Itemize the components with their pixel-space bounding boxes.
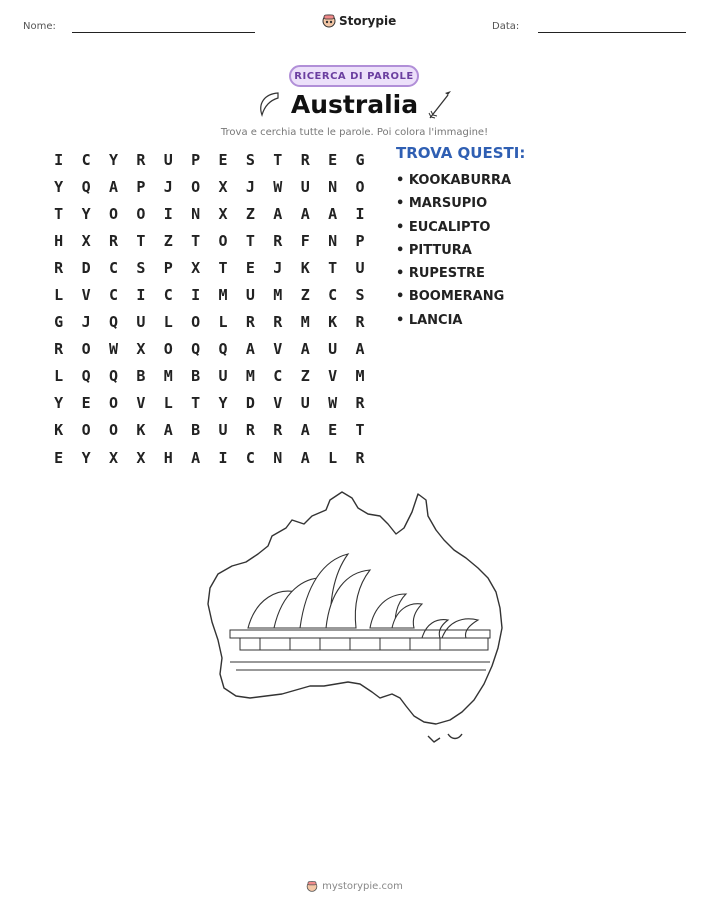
grid-cell[interactable]: T xyxy=(355,421,365,440)
grid-cell[interactable]: R xyxy=(355,394,365,413)
grid-cell[interactable]: Q xyxy=(81,177,91,196)
grid-cell[interactable]: N xyxy=(273,448,283,467)
grid-cell[interactable]: V xyxy=(273,394,283,413)
grid-cell[interactable]: T xyxy=(136,231,146,250)
grid-cell[interactable]: V xyxy=(273,340,283,359)
grid-cell[interactable]: O xyxy=(218,231,228,250)
australia-opera-house-illustration[interactable] xyxy=(200,488,510,778)
grid-cell[interactable]: H xyxy=(163,448,173,467)
grid-cell[interactable]: I xyxy=(163,204,173,223)
grid-cell[interactable]: U xyxy=(328,340,338,359)
word-item: • MARSUPIO xyxy=(396,196,488,212)
grid-cell[interactable]: I xyxy=(136,286,146,305)
grid-cell[interactable]: P xyxy=(191,150,201,169)
name-line[interactable] xyxy=(72,32,255,33)
grid-cell[interactable]: Y xyxy=(54,394,64,413)
grid-cell[interactable]: U xyxy=(163,150,173,169)
grid-cell[interactable]: O xyxy=(355,177,365,196)
grid-cell[interactable]: I xyxy=(355,204,365,223)
grid-cell[interactable]: P xyxy=(355,231,365,250)
grid-cell[interactable]: Y xyxy=(81,448,91,467)
grid-cell[interactable]: C xyxy=(108,286,118,305)
grid-cell[interactable]: N xyxy=(328,177,338,196)
grid-cell[interactable]: R xyxy=(355,313,365,332)
grid-cell[interactable]: E xyxy=(218,150,228,169)
brand-logo xyxy=(322,13,396,29)
grid-cell[interactable]: E xyxy=(328,150,338,169)
grid-cell[interactable]: V xyxy=(81,286,91,305)
grid-cell[interactable]: M xyxy=(245,367,255,386)
grid-cell[interactable]: D xyxy=(245,394,255,413)
grid-cell[interactable]: A xyxy=(163,421,173,440)
grid-cell[interactable]: M xyxy=(355,367,365,386)
date-line[interactable] xyxy=(538,32,686,33)
grid-cell[interactable]: R xyxy=(300,150,310,169)
grid-cell[interactable]: X xyxy=(108,448,118,467)
grid-cell[interactable]: L xyxy=(163,313,173,332)
words-heading: TROVA QUESTI: xyxy=(396,144,526,162)
grid-cell[interactable]: O xyxy=(108,394,118,413)
grid-cell[interactable]: J xyxy=(163,177,173,196)
word-item: • EUCALIPTO xyxy=(396,219,491,235)
grid-cell[interactable]: R xyxy=(273,231,283,250)
grid-cell[interactable]: M xyxy=(300,313,310,332)
grid-cell[interactable]: T xyxy=(218,258,228,277)
grid-cell[interactable]: B xyxy=(191,367,201,386)
grid-cell[interactable]: O xyxy=(163,340,173,359)
grid-cell[interactable]: R xyxy=(273,421,283,440)
grid-cell[interactable]: J xyxy=(245,177,255,196)
grid-cell[interactable]: U xyxy=(300,394,310,413)
grid-cell[interactable]: E xyxy=(54,448,64,467)
grid-cell[interactable]: M xyxy=(273,286,283,305)
grid-cell[interactable]: U xyxy=(300,177,310,196)
grid-cell[interactable]: U xyxy=(218,421,228,440)
grid-cell[interactable]: R xyxy=(54,340,64,359)
grid-cell[interactable]: Q xyxy=(218,340,228,359)
grid-cell[interactable]: T xyxy=(273,150,283,169)
word-item: • RUPESTRE xyxy=(396,266,485,282)
grid-cell[interactable]: C xyxy=(245,448,255,467)
grid-cell[interactable]: U xyxy=(136,313,146,332)
grid-cell[interactable]: A xyxy=(245,340,255,359)
grid-cell[interactable]: J xyxy=(273,258,283,277)
word-item: • KOOKABURRA xyxy=(396,173,512,188)
grid-cell[interactable]: F xyxy=(300,231,310,250)
grid-cell[interactable]: I xyxy=(191,286,201,305)
grid-cell[interactable]: A xyxy=(273,204,283,223)
grid-cell[interactable]: Y xyxy=(108,150,118,169)
footer-url[interactable]: mystorypie.com xyxy=(322,881,403,892)
grid-cell[interactable]: L xyxy=(54,286,64,305)
instructions: Trova e cerchia tutte le parole. Poi colora l'immagine! xyxy=(220,127,489,138)
grid-cell[interactable]: O xyxy=(136,204,146,223)
storypie-mascot-icon xyxy=(306,880,318,893)
word-search-grid[interactable] xyxy=(45,146,374,471)
grid-cell[interactable]: E xyxy=(245,258,255,277)
grid-cell[interactable]: P xyxy=(136,177,146,196)
grid-cell[interactable]: A xyxy=(108,177,118,196)
grid-cell[interactable]: Q xyxy=(81,367,91,386)
page-title: Australia xyxy=(290,90,419,119)
grid-cell[interactable]: V xyxy=(136,394,146,413)
storypie-mascot-icon xyxy=(322,13,336,29)
date-label: Data: xyxy=(492,21,520,32)
grid-cell[interactable]: T xyxy=(191,231,201,250)
grid-cell[interactable]: K xyxy=(300,258,310,277)
grid-cell[interactable]: K xyxy=(328,313,338,332)
grid-cell[interactable]: T xyxy=(54,204,64,223)
grid-cell[interactable]: R xyxy=(273,313,283,332)
grid-cell[interactable]: V xyxy=(328,367,338,386)
grid-cell[interactable]: A xyxy=(355,340,365,359)
grid-cell[interactable]: X xyxy=(136,340,146,359)
grid-cell[interactable]: U xyxy=(245,286,255,305)
grid-cell[interactable]: B xyxy=(191,421,201,440)
grid-cell[interactable]: Y xyxy=(54,177,64,196)
grid-cell[interactable]: G xyxy=(54,313,64,332)
grid-cell[interactable]: L xyxy=(163,394,173,413)
grid-cell[interactable]: C xyxy=(328,286,338,305)
grid-cell[interactable]: T xyxy=(191,394,201,413)
grid-cell[interactable]: L xyxy=(218,313,228,332)
grid-cell[interactable]: Q xyxy=(108,367,118,386)
grid-cell[interactable]: G xyxy=(355,150,365,169)
word-item: • LANCIA xyxy=(396,312,463,328)
grid-cell[interactable]: A xyxy=(300,204,310,223)
grid-cell[interactable]: O xyxy=(81,421,91,440)
grid-cell[interactable]: B xyxy=(136,367,146,386)
grid-cell[interactable]: X xyxy=(136,448,146,467)
grid-cell[interactable]: Q xyxy=(191,340,201,359)
activity-badge: RICERCA DI PAROLE xyxy=(289,65,419,87)
grid-cell[interactable]: T xyxy=(245,231,255,250)
grid-cell[interactable]: K xyxy=(136,421,146,440)
grid-cell[interactable]: R xyxy=(136,150,146,169)
grid-cell[interactable]: X xyxy=(218,177,228,196)
grid-cell[interactable]: C xyxy=(163,286,173,305)
grid-cell[interactable]: C xyxy=(81,150,91,169)
grid-cell[interactable]: O xyxy=(108,421,118,440)
grid-cell[interactable]: U xyxy=(355,258,365,277)
grid-cell[interactable]: N xyxy=(328,231,338,250)
grid-cell[interactable]: W xyxy=(328,394,338,413)
grid-cell[interactable]: D xyxy=(81,258,91,277)
grid-cell[interactable]: C xyxy=(108,258,118,277)
grid-cell[interactable]: Z xyxy=(300,367,310,386)
grid-cell[interactable]: O xyxy=(108,204,118,223)
grid-cell[interactable]: S xyxy=(355,286,365,305)
grid-cell[interactable]: W xyxy=(273,177,283,196)
grid-cell[interactable]: A xyxy=(300,340,310,359)
grid-cell[interactable]: O xyxy=(81,340,91,359)
grid-cell[interactable]: J xyxy=(81,313,91,332)
word-item: • BOOMERANG xyxy=(396,289,505,305)
grid-cell[interactable]: Z xyxy=(245,204,255,223)
grid-cell[interactable]: Y xyxy=(81,204,91,223)
name-label: Nome: xyxy=(23,21,56,32)
grid-cell[interactable]: L xyxy=(54,367,64,386)
grid-cell[interactable]: R xyxy=(108,231,118,250)
word-list xyxy=(396,172,511,335)
grid-cell[interactable]: R xyxy=(245,421,255,440)
grid-cell[interactable]: U xyxy=(218,367,228,386)
word-item: • PITTURA xyxy=(396,242,472,258)
grid-cell[interactable]: A xyxy=(300,448,310,467)
grid-cell[interactable]: E xyxy=(81,394,91,413)
grid-cell[interactable]: S xyxy=(136,258,146,277)
grid-cell[interactable]: R xyxy=(245,313,255,332)
grid-cell[interactable]: W xyxy=(108,340,118,359)
grid-cell[interactable]: R xyxy=(54,258,64,277)
grid-cell[interactable]: X xyxy=(191,258,201,277)
brand-name: Storypie xyxy=(339,14,397,28)
grid-cell[interactable]: A xyxy=(300,421,310,440)
grid-cell[interactable]: T xyxy=(328,258,338,277)
grid-cell[interactable]: X xyxy=(218,204,228,223)
grid-cell[interactable]: A xyxy=(328,204,338,223)
grid-cell[interactable]: M xyxy=(218,286,228,305)
spear-icon xyxy=(427,90,453,120)
grid-cell[interactable]: O xyxy=(191,177,201,196)
grid-cell[interactable]: Q xyxy=(108,313,118,332)
grid-cell[interactable]: A xyxy=(191,448,201,467)
grid-cell[interactable]: Y xyxy=(218,394,228,413)
grid-cell[interactable]: I xyxy=(218,448,228,467)
grid-cell[interactable]: N xyxy=(191,204,201,223)
grid-cell[interactable]: L xyxy=(328,448,338,467)
grid-cell[interactable]: E xyxy=(328,421,338,440)
grid-cell[interactable]: R xyxy=(355,448,365,467)
grid-cell[interactable]: C xyxy=(273,367,283,386)
grid-cell[interactable]: H xyxy=(54,231,64,250)
grid-cell[interactable]: K xyxy=(54,421,64,440)
grid-cell[interactable]: X xyxy=(81,231,91,250)
grid-cell[interactable]: O xyxy=(191,313,201,332)
grid-cell[interactable]: S xyxy=(245,150,255,169)
grid-cell[interactable]: I xyxy=(54,150,64,169)
grid-cell[interactable]: Z xyxy=(163,231,173,250)
grid-cell[interactable]: Z xyxy=(300,286,310,305)
grid-cell[interactable]: M xyxy=(163,367,173,386)
footer xyxy=(0,880,709,893)
grid-cell[interactable]: P xyxy=(163,258,173,277)
